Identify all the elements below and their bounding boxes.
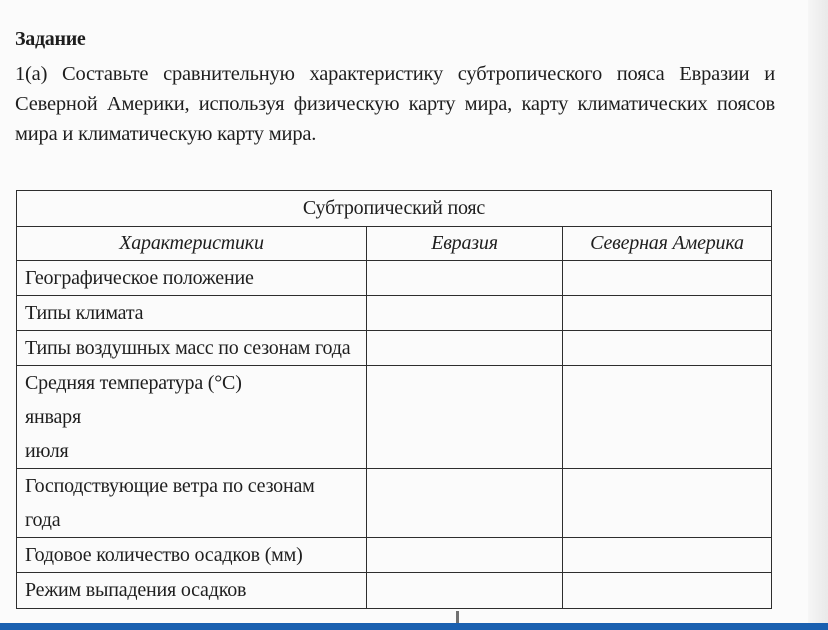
header-characteristics: Характеристики	[17, 227, 367, 261]
eurasia-cell-climate-types[interactable]	[367, 296, 563, 331]
row-label-temperature	[17, 366, 367, 469]
north-america-cell-air-masses[interactable]	[563, 331, 772, 366]
row-label-winds-line: Господствующие ветра по сезонам	[25, 475, 315, 497]
table-row	[17, 261, 772, 296]
row-label-january: января	[25, 406, 81, 428]
north-america-cell-winds[interactable]	[563, 469, 772, 538]
row-label-july: июля	[25, 440, 69, 462]
row-label-air-masses: Типы воздушных масс по сезонам года	[17, 331, 367, 366]
row-label-winds	[17, 469, 367, 538]
row-label-precipitation-regime: Режим выпадения осадков	[17, 573, 367, 609]
row-label-precipitation-amount: Годовое количество осадков (мм)	[17, 538, 367, 573]
window-edge	[808, 0, 828, 630]
table-title-row	[17, 191, 772, 227]
eurasia-cell-precipitation-amount[interactable]	[367, 538, 563, 573]
task-text: 1(а) Составьте сравнительную характеристику субтропического пояса Евразии и Северной Америки, используя физическую карту мира, карту климатических поясов мира и климатическую карту мира.	[15, 63, 775, 145]
table-header-row	[17, 227, 772, 261]
row-label-temperature-line: Средняя температура (°С)	[25, 372, 242, 394]
north-america-cell-climate-types[interactable]	[563, 296, 772, 331]
table-row	[17, 573, 772, 609]
table-row	[17, 366, 772, 469]
comparison-table	[16, 190, 772, 609]
header-north-america: Северная Америка	[563, 227, 772, 261]
table-row	[17, 296, 772, 331]
task-heading: Задание	[15, 28, 86, 50]
eurasia-cell-air-masses[interactable]	[367, 331, 563, 366]
north-america-cell-temperature[interactable]	[563, 366, 772, 469]
row-label-climate-types: Типы климата	[17, 296, 367, 331]
eurasia-cell-location[interactable]	[367, 261, 563, 296]
eurasia-cell-precipitation-regime[interactable]	[367, 573, 563, 609]
eurasia-cell-temperature[interactable]	[367, 366, 563, 469]
north-america-cell-precipitation-regime[interactable]	[563, 573, 772, 609]
eurasia-cell-winds[interactable]	[367, 469, 563, 538]
table-row	[17, 331, 772, 366]
table-row	[17, 538, 772, 573]
north-america-cell-precipitation-amount[interactable]	[563, 538, 772, 573]
table-title: Субтропический пояс	[17, 191, 772, 227]
taskbar-strip	[0, 623, 828, 630]
header-eurasia: Евразия	[367, 227, 563, 261]
table-row	[17, 469, 772, 538]
text-cursor-icon	[456, 611, 459, 623]
row-label-winds-line-2: года	[25, 509, 61, 531]
row-label-location: Географическое положение	[17, 261, 367, 296]
north-america-cell-location[interactable]	[563, 261, 772, 296]
